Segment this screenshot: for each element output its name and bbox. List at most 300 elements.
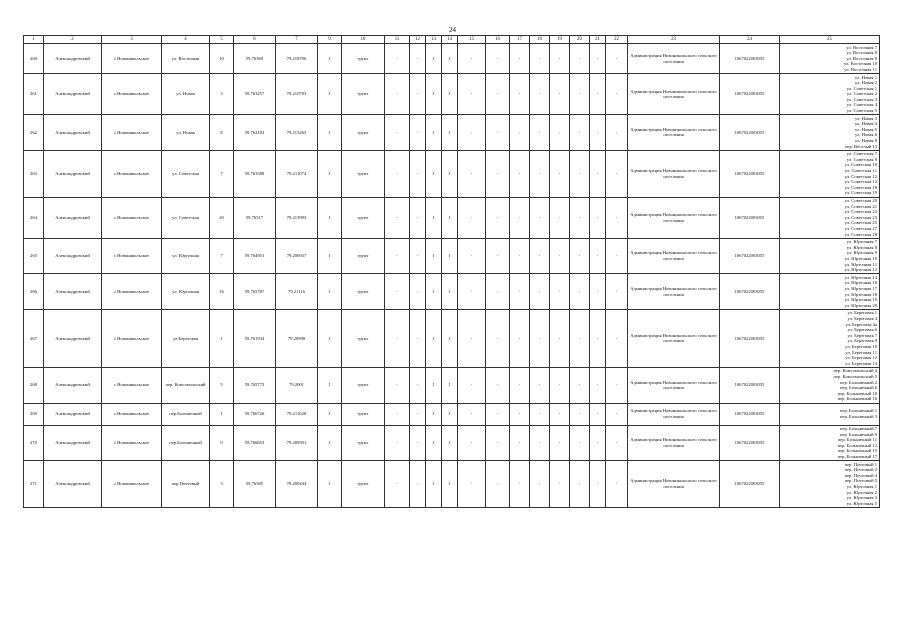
table-cell: - — [486, 403, 510, 425]
table-cell: Администрация Новоникольского сельского поселения — [628, 274, 720, 310]
address-item: ул. Советская 18 — [844, 184, 877, 190]
address-item: пер. Больничный 15 — [837, 448, 877, 454]
table-cell: - — [606, 197, 628, 238]
address-item: пер. Больничный 2 — [839, 379, 877, 385]
table-cell: 1 — [426, 238, 442, 274]
table-cell: - — [550, 238, 570, 274]
table-cell: - — [385, 274, 410, 310]
table-cell: 1 — [442, 115, 458, 151]
address-item: ул. Восточная 10 — [844, 61, 877, 67]
table-cell: 1 — [318, 461, 342, 508]
table-cell: - — [510, 115, 530, 151]
table-cell: - — [530, 44, 550, 74]
table-cell: - — [530, 367, 550, 403]
table-cell: - — [385, 197, 410, 238]
header-row — [24, 36, 880, 44]
address-item: ул. Советская 9 — [846, 156, 877, 162]
table-cell: Администрация Новоникольского сельского поселения — [628, 74, 720, 115]
table-cell: - — [530, 238, 550, 274]
address-item: пер. Почтовый 4 — [844, 472, 877, 478]
table-cell: грунт — [342, 274, 385, 310]
table-cell: Александровский — [44, 74, 102, 115]
table-cell: - — [606, 74, 628, 115]
table-cell: Администрация Новоникольского сельского поселения — [628, 238, 720, 274]
address-list-cell — [780, 44, 880, 74]
table-cell: с.Новоникольское — [102, 44, 162, 74]
table-cell: 79,206937 — [276, 238, 318, 274]
address-item: ул. Советская 4 — [846, 102, 877, 108]
address-item: ул. Юрточная 8 — [846, 244, 877, 250]
address-item: ул. Новая 1 — [854, 74, 877, 80]
table-cell: Александровский — [44, 44, 102, 74]
table-cell: - — [458, 461, 486, 508]
address-list-cell — [780, 425, 880, 461]
table-row — [24, 274, 880, 310]
table-cell: - — [510, 461, 530, 508]
table-cell: Александровский — [44, 403, 102, 425]
table-cell: Александровский — [44, 425, 102, 461]
table-cell: 262 — [24, 115, 44, 151]
header-cell: 19 — [550, 36, 570, 44]
table-cell: 1 — [426, 115, 442, 151]
table-cell: 1 — [318, 274, 342, 310]
table-cell: 1 — [426, 274, 442, 310]
table-cell: пер.Почтовый — [162, 461, 210, 508]
table-cell: 1 — [426, 309, 442, 367]
table-cell: ул. Юрточная — [162, 274, 210, 310]
address-item: ул. Новая 6 — [854, 132, 877, 138]
table-cell: грунт — [342, 461, 385, 508]
header-cell: 5 — [210, 36, 234, 44]
table-cell: - — [458, 238, 486, 274]
table-cell: с.Новоникольское — [102, 367, 162, 403]
table-cell: 1067022003055 — [720, 403, 780, 425]
table-cell: 10 — [210, 44, 234, 74]
table-cell: - — [590, 74, 606, 115]
table-cell: 1067022003055 — [720, 309, 780, 367]
table-cell: с.Новоникольское — [102, 74, 162, 115]
table-cell: с.Новоникольское — [102, 309, 162, 367]
table-cell: 1067022003055 — [720, 74, 780, 115]
table-cell: - — [590, 403, 606, 425]
table-cell: с.Новоникольское — [102, 461, 162, 508]
address-list-cell — [780, 115, 880, 151]
address-list-cell — [780, 238, 880, 274]
table-cell: ул. Юрточная — [162, 238, 210, 274]
table-cell: - — [410, 425, 426, 461]
address-item: пер. Больничный 10 — [837, 390, 877, 396]
table-cell: 59,76385 — [234, 461, 276, 508]
table-cell: пер.Больничный — [162, 403, 210, 425]
table-cell: - — [510, 425, 530, 461]
table-cell: - — [510, 74, 530, 115]
page-number: 24 — [449, 26, 456, 34]
address-item: ул. Советская 21 — [844, 203, 877, 209]
table-cell: - — [590, 238, 606, 274]
address-item: ул. Береговая 11 — [845, 349, 877, 355]
address-list-cell — [780, 274, 880, 310]
table-cell: 20 — [210, 197, 234, 238]
table-cell: 1 — [318, 74, 342, 115]
address-item: ул. Восточная 9 — [846, 55, 877, 61]
table-cell: - — [486, 461, 510, 508]
header-cell: 7 — [276, 36, 318, 44]
table-cell: - — [550, 115, 570, 151]
table-row — [24, 309, 880, 367]
header-cell: 20 — [570, 36, 590, 44]
table-cell: - — [606, 44, 628, 74]
table-cell: с.Новоникольское — [102, 425, 162, 461]
table-body — [24, 36, 880, 508]
table-cell: грунт — [342, 74, 385, 115]
table-cell: пер. Комсомольский — [162, 367, 210, 403]
address-item: пер. Больничный 17 — [837, 454, 877, 460]
table-cell: 1 — [442, 274, 458, 310]
table-cell: - — [510, 150, 530, 197]
table-cell: 59,765787 — [234, 274, 276, 310]
table-cell: Администрация Новоникольского сельского поселения — [628, 309, 720, 367]
table-cell: - — [550, 461, 570, 508]
header-cell: 11 — [385, 36, 410, 44]
table-cell: - — [458, 115, 486, 151]
table-cell: - — [410, 238, 426, 274]
table-cell: 261 — [24, 74, 44, 115]
table-cell: грунт — [342, 115, 385, 151]
table-cell: 268 — [24, 367, 44, 403]
table-cell: - — [410, 309, 426, 367]
header-cell: 13 — [426, 36, 442, 44]
table-cell: Александровский — [44, 115, 102, 151]
table-cell: грунт — [342, 238, 385, 274]
header-cell: 9 — [318, 36, 342, 44]
table-cell: 1 — [318, 403, 342, 425]
table-cell: 1 — [426, 197, 442, 238]
table-cell: 79,20998 — [276, 309, 318, 367]
table-cell: 1067022003055 — [720, 461, 780, 508]
table-cell: 1 — [426, 367, 442, 403]
table-cell: 9 — [210, 425, 234, 461]
address-item: ул. Береговая 6 — [847, 327, 877, 333]
address-list-cell — [780, 150, 880, 197]
header-cell: 22 — [606, 36, 628, 44]
address-item: ул. Советская 28 — [844, 231, 877, 237]
address-list-cell — [780, 367, 880, 403]
table-cell: - — [550, 274, 570, 310]
table-cell: ул. Восточная — [162, 44, 210, 74]
address-list-cell — [780, 309, 880, 367]
address-item: ул. Советская 13 — [844, 179, 877, 185]
table-cell: - — [385, 115, 410, 151]
table-cell: 1 — [426, 44, 442, 74]
table-cell: - — [606, 115, 628, 151]
table-cell: - — [486, 197, 510, 238]
address-item: ул. Юрточная 7 — [846, 239, 877, 245]
table-cell: - — [486, 150, 510, 197]
header-cell: 4 — [162, 36, 210, 44]
address-item: пер. Больничный 9 — [839, 431, 877, 437]
table-cell: 263 — [24, 150, 44, 197]
table-cell: Администрация Новоникольского сельского поселения — [628, 44, 720, 74]
address-item: ул. Береговая 1 — [847, 310, 877, 316]
table-cell: Александровский — [44, 461, 102, 508]
table-cell: - — [486, 115, 510, 151]
table-cell: 1067022003055 — [720, 150, 780, 197]
table-cell: - — [510, 309, 530, 367]
header-cell: 24 — [720, 36, 780, 44]
address-item: ул. Юрточная 11 — [844, 261, 877, 267]
table-cell: - — [606, 367, 628, 403]
roads-table — [23, 35, 880, 508]
table-cell: - — [590, 425, 606, 461]
table-cell: - — [510, 44, 530, 74]
header-cell: 12 — [410, 36, 426, 44]
table-cell: 8 — [210, 115, 234, 151]
table-cell: 271 — [24, 461, 44, 508]
table-cell: - — [510, 238, 530, 274]
table-cell: - — [486, 425, 510, 461]
table-cell: с.Новоникольское — [102, 115, 162, 151]
table-cell: 1 — [210, 309, 234, 367]
table-cell: - — [606, 238, 628, 274]
table-cell: с.Новоникольское — [102, 238, 162, 274]
address-item: ул. Советская 10 — [844, 162, 877, 168]
table-cell: 3 — [210, 461, 234, 508]
address-list-cell — [780, 197, 880, 238]
table-cell: 1067022003055 — [720, 197, 780, 238]
table-cell: 59,764951 — [234, 238, 276, 274]
table-cell: 1 — [442, 309, 458, 367]
table-cell: - — [550, 309, 570, 367]
header-cell: 2 — [44, 36, 102, 44]
table-cell: - — [530, 197, 550, 238]
address-item: пер. Почтовый 1 — [844, 461, 877, 467]
table-cell: - — [530, 425, 550, 461]
table-cell: - — [550, 74, 570, 115]
table-cell: 1 — [442, 74, 458, 115]
table-cell: - — [486, 44, 510, 74]
address-item: ул. Советская 27 — [844, 226, 877, 232]
table-cell: - — [458, 44, 486, 74]
table-cell: ул. Советская — [162, 197, 210, 238]
table-cell: 59,762183 — [234, 115, 276, 151]
table-cell: - — [550, 425, 570, 461]
address-item: ул. Береговая 10 — [845, 344, 877, 350]
table-cell: - — [550, 44, 570, 74]
table-cell: - — [570, 150, 590, 197]
table-cell: - — [570, 74, 590, 115]
address-item: ул. Советская 19 — [844, 190, 877, 196]
table-cell: Александровский — [44, 367, 102, 403]
table-cell: 1 — [442, 44, 458, 74]
table-cell: 79,209591 — [276, 425, 318, 461]
header-cell: 25 — [780, 36, 880, 44]
table-cell: 1067022003055 — [720, 238, 780, 274]
address-item: ул. Советская 1 — [846, 85, 877, 91]
address-item: ул. Береговая 12 — [845, 355, 877, 361]
address-item: ул. Береговая 9 — [847, 338, 877, 344]
address-item: ул. Советская 11 — [844, 168, 877, 174]
address-list-cell — [780, 74, 880, 115]
table-cell: 260 — [24, 44, 44, 74]
address-list-cell — [780, 461, 880, 508]
table-cell: - — [606, 425, 628, 461]
table-cell: 1 — [442, 461, 458, 508]
table-cell: - — [590, 367, 606, 403]
table-cell: 16 — [210, 274, 234, 310]
table-cell: - — [530, 403, 550, 425]
table-cell: - — [486, 367, 510, 403]
address-item: ул. Юрточная 20 — [844, 302, 877, 308]
table-cell: - — [550, 197, 570, 238]
address-item: ул. Юрточная 16 — [844, 280, 877, 286]
header-cell: 10 — [342, 36, 385, 44]
table-cell: - — [606, 309, 628, 367]
header-cell: 17 — [510, 36, 530, 44]
table-cell: - — [385, 461, 410, 508]
table-cell: 1 — [318, 425, 342, 461]
table-cell: 269 — [24, 403, 44, 425]
table-cell: с.Новоникольское — [102, 403, 162, 425]
table-cell: - — [606, 274, 628, 310]
table-cell: - — [410, 197, 426, 238]
table-cell: - — [385, 309, 410, 367]
header-cell: 16 — [486, 36, 510, 44]
table-cell: Администрация Новоникольского сельского поселения — [628, 115, 720, 151]
table-cell: - — [550, 150, 570, 197]
address-item: пер. Комсомольский 4 — [833, 368, 877, 374]
table-cell: Администрация Новоникольского сельского поселения — [628, 367, 720, 403]
table-row — [24, 74, 880, 115]
table-cell: Администрация Новоникольского сельского поселения — [628, 461, 720, 508]
table-cell: - — [410, 461, 426, 508]
address-item: ул. Новая 8 — [854, 138, 877, 144]
table-cell: - — [570, 309, 590, 367]
table-cell: грунт — [342, 44, 385, 74]
address-item: ул. Юрточная 12 — [844, 267, 877, 273]
address-item: пер. Больничный 16 — [837, 396, 877, 402]
table-cell: ул. Новая — [162, 74, 210, 115]
table-cell: 1 — [318, 115, 342, 151]
address-item: ул. Новая 4 — [854, 121, 877, 127]
address-item: пер. Больничный 3 — [839, 414, 877, 420]
table-cell: - — [530, 150, 550, 197]
table-cell: - — [570, 238, 590, 274]
table-cell: 1 — [442, 403, 458, 425]
table-cell: грунт — [342, 403, 385, 425]
table-cell: - — [458, 197, 486, 238]
address-item: ул. Восточная 8 — [846, 50, 877, 56]
table-cell: 1 — [426, 150, 442, 197]
table-cell: грунт — [342, 425, 385, 461]
table-cell: 1 — [442, 425, 458, 461]
address-item: ул. Юрточная 18 — [844, 291, 877, 297]
table-cell: - — [570, 403, 590, 425]
table-cell: 59,766653 — [234, 425, 276, 461]
table-cell: с.Новоникольское — [102, 197, 162, 238]
table-row — [24, 197, 880, 238]
table-cell: - — [410, 44, 426, 74]
table-cell: - — [410, 367, 426, 403]
address-item: ул. Береговая 4 — [847, 316, 877, 322]
table-cell: 1 — [318, 150, 342, 197]
table-row — [24, 367, 880, 403]
table-row — [24, 403, 880, 425]
table-cell: - — [385, 403, 410, 425]
address-item: пер. Больничный 6 — [839, 385, 877, 391]
address-item: ул. Советская 22 — [844, 209, 877, 215]
table-cell: 1067022003055 — [720, 367, 780, 403]
table-cell: 1 — [318, 44, 342, 74]
table-cell: - — [570, 44, 590, 74]
table-cell: 79,211074 — [276, 150, 318, 197]
table-cell: - — [458, 74, 486, 115]
table-cell: - — [385, 150, 410, 197]
table-cell: 79,213993 — [276, 197, 318, 238]
table-cell: - — [590, 461, 606, 508]
address-item: ул. Новая 3 — [854, 115, 877, 121]
address-item: ул. Советская 23 — [844, 214, 877, 220]
table-cell: 1067022003055 — [720, 274, 780, 310]
table-cell: 7 — [210, 238, 234, 274]
table-cell: - — [385, 425, 410, 461]
table-cell: - — [410, 150, 426, 197]
address-item: ул. Советская 2 — [846, 91, 877, 97]
address-item: ул. Новая 5 — [854, 126, 877, 132]
table-cell: - — [550, 367, 570, 403]
table-cell: 79,209444 — [276, 461, 318, 508]
table-cell: Александровский — [44, 309, 102, 367]
header-cell: 3 — [102, 36, 162, 44]
address-item: пер. Веселый 13 — [844, 143, 877, 149]
address-item: ул. Советская 3 — [846, 96, 877, 102]
table-row — [24, 115, 880, 151]
table-cell: Администрация Новоникольского сельского поселения — [628, 403, 720, 425]
table-cell: 79,218706 — [276, 44, 318, 74]
table-cell: ул. Новая — [162, 115, 210, 151]
table-cell: - — [486, 274, 510, 310]
table-cell: 1 — [318, 309, 342, 367]
table-cell: - — [590, 150, 606, 197]
table-cell: - — [410, 115, 426, 151]
table-cell: - — [570, 367, 590, 403]
table-cell: 59,761934 — [234, 309, 276, 367]
table-cell: Администрация Новоникольского сельского поселения — [628, 197, 720, 238]
table-cell: - — [530, 309, 550, 367]
table-cell: - — [590, 197, 606, 238]
address-item: ул. Юрточная 13 — [844, 274, 877, 280]
table-cell: 264 — [24, 197, 44, 238]
table-cell: с.Новоникольское — [102, 150, 162, 197]
table-cell: 79,211628 — [276, 403, 318, 425]
table-cell: Александровский — [44, 197, 102, 238]
address-item: пер. Больничный 1 — [839, 408, 877, 414]
table-cell: Администрация Новоникольского сельского поселения — [628, 150, 720, 197]
table-cell: грунт — [342, 309, 385, 367]
address-item: ул. Советская 5 — [846, 108, 877, 114]
address-item: пер. Комсомольский 5 — [833, 374, 877, 380]
header-cell: 6 — [234, 36, 276, 44]
table-cell: - — [530, 74, 550, 115]
address-item: пер. Больничный 11 — [837, 437, 877, 443]
table-cell: с.Новоникольское — [102, 274, 162, 310]
address-item: пер. Больничный 7 — [839, 426, 877, 432]
table-cell: - — [385, 238, 410, 274]
table-cell: - — [510, 197, 530, 238]
table-cell: - — [590, 115, 606, 151]
table-cell: - — [606, 461, 628, 508]
table-cell: грунт — [342, 150, 385, 197]
address-item: ул. Береговая 14 — [845, 360, 877, 366]
